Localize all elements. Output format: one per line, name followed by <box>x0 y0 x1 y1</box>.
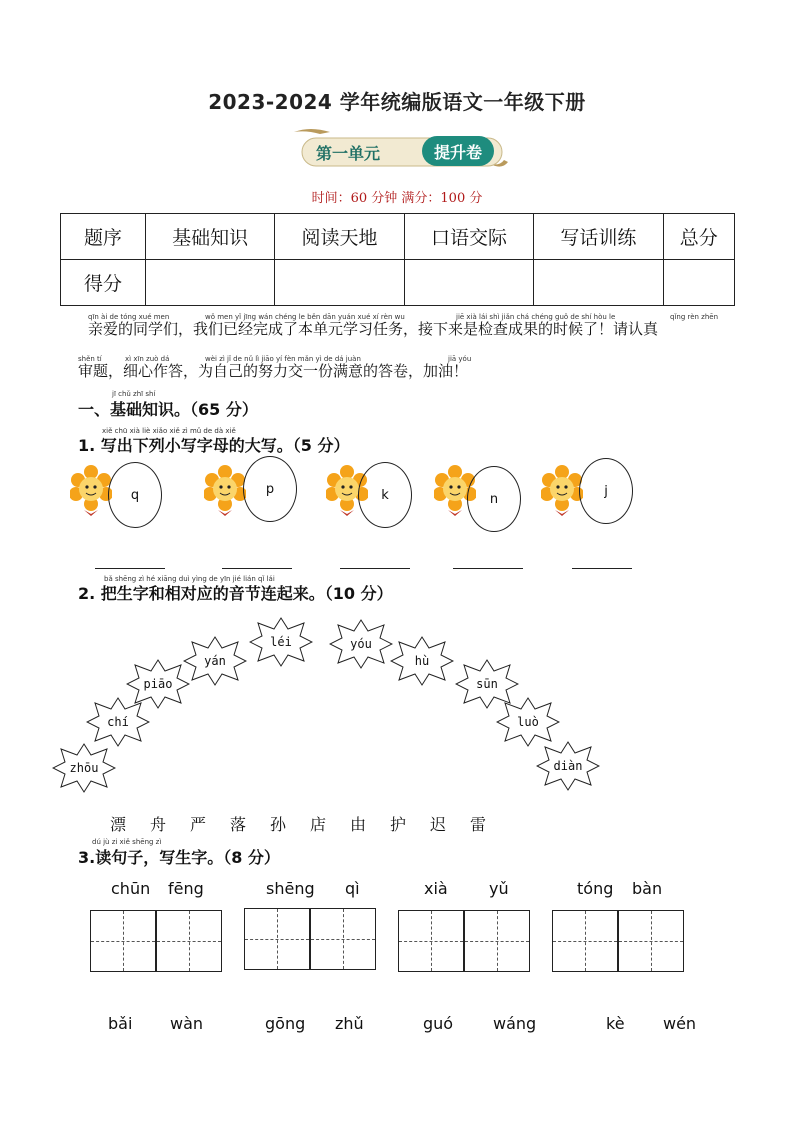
score-cell[interactable] <box>275 260 404 306</box>
writing-grid[interactable] <box>398 910 464 972</box>
writing-grid[interactable] <box>552 910 618 972</box>
score-cell[interactable] <box>145 260 274 306</box>
q1-heading: 1. 写出下列小写字母的大写。（5 分） <box>78 436 350 455</box>
pinyin-syllable: chūn <box>111 879 151 898</box>
sunflower-icon <box>204 464 246 518</box>
letter-circle: k <box>358 462 412 528</box>
writing-grid[interactable] <box>310 908 376 970</box>
time-limit-line: 时间：60 分钟 满分：100 分 <box>311 191 483 206</box>
score-table-score-row <box>61 260 735 306</box>
syllable-label: zhōu <box>69 761 99 775</box>
pinyin-syllable: kè <box>606 1014 625 1033</box>
intro-pinyin: wèi zì jǐ de nǔ lì jiāo yí fèn mǎn yì de dá juàn <box>205 355 361 363</box>
syllable-label: chí <box>107 715 129 729</box>
answer-line[interactable] <box>95 568 165 569</box>
pinyin-syllable: bǎi <box>108 1014 133 1033</box>
syllable-label: hù <box>414 654 430 668</box>
syllable-label: luò <box>517 715 539 729</box>
header-cell: 基础知识 <box>145 214 274 260</box>
section1-pinyin: jī chǔ zhī shí <box>112 390 156 398</box>
pinyin-syllable: fēng <box>168 879 204 898</box>
score-cell[interactable] <box>663 260 734 306</box>
syllable-label: piāo <box>143 677 173 691</box>
syllable-label: yóu <box>350 637 372 651</box>
banner-unit-label: 第一单元 <box>316 144 381 163</box>
intro-pinyin: xì xīn zuò dá <box>125 355 170 363</box>
character-item[interactable]: 由 <box>350 815 367 834</box>
unit-banner <box>290 124 510 174</box>
header-cell: 题序 <box>61 214 146 260</box>
character-item[interactable]: 舟 <box>150 815 167 834</box>
sunflower-icon <box>70 464 112 518</box>
header-cell: 口语交际 <box>404 214 533 260</box>
writing-grid[interactable] <box>156 910 222 972</box>
pinyin-syllable: guó <box>423 1014 454 1033</box>
score-table-header-row <box>61 214 735 260</box>
q1-pinyin: xiě chū xià liè xiǎo xiě zì mǔ de dà xiě <box>102 427 236 435</box>
intro-pinyin: shěn tí <box>78 355 102 363</box>
pinyin-syllable: wàn <box>170 1014 204 1033</box>
score-table <box>60 213 735 306</box>
page-title: 2023-2024 学年统编版语文一年级下册 <box>208 90 586 114</box>
score-cell[interactable] <box>534 260 663 306</box>
pinyin-syllable: yǔ <box>489 879 509 898</box>
letter-circle: q <box>108 462 162 528</box>
pinyin-syllable: bàn <box>632 879 663 898</box>
character-item[interactable]: 护 <box>390 815 407 834</box>
intro-pinyin: wǒ men yǐ jīng wán chéng le běn dān yuán xué xí rèn wu <box>205 313 405 321</box>
pinyin-syllable: zhǔ <box>335 1014 364 1033</box>
q3-heading: 3.读句子，写生字。（8 分） <box>78 848 280 867</box>
character-item[interactable]: 孙 <box>270 815 287 834</box>
header-cell: 总分 <box>663 214 734 260</box>
pinyin-syllable: gōng <box>265 1014 306 1033</box>
header-cell: 写话训练 <box>534 214 663 260</box>
sunflower-icon <box>541 464 583 518</box>
syllable-star[interactable] <box>183 636 247 686</box>
syllable-star[interactable] <box>329 619 393 669</box>
syllable-star[interactable] <box>52 743 116 793</box>
writing-grid[interactable] <box>90 910 156 972</box>
intro-pinyin: jiē xià lái shì jiǎn chá chéng guǒ de shí hòu le <box>456 313 616 321</box>
character-item[interactable]: 雷 <box>470 815 487 834</box>
syllable-star[interactable] <box>126 659 190 709</box>
letter-circle: j <box>579 458 633 524</box>
writing-grid[interactable] <box>464 910 530 972</box>
intro-pinyin: jiā yóu <box>448 355 472 363</box>
character-item[interactable]: 漂 <box>110 815 127 834</box>
syllable-label: sūn <box>476 677 498 691</box>
writing-grid[interactable] <box>618 910 684 972</box>
syllable-star[interactable] <box>390 636 454 686</box>
pinyin-syllable: shēng <box>266 879 315 898</box>
pinyin-syllable: qì <box>345 879 360 898</box>
intro-text-line1: 亲爱的同学们，我们已经完成了本单元学习任务，接下来是检查成果的时候了！请认真 <box>88 320 659 338</box>
syllable-star[interactable] <box>536 741 600 791</box>
syllable-label: diàn <box>553 759 583 773</box>
character-row <box>110 812 510 835</box>
letter-circle: n <box>467 466 521 532</box>
character-item[interactable]: 店 <box>310 815 327 834</box>
syllable-label: yán <box>204 654 226 668</box>
letter-circle: p <box>243 456 297 522</box>
row-label: 得分 <box>61 260 146 306</box>
score-cell[interactable] <box>404 260 533 306</box>
banner-tag: 提升卷 <box>422 136 494 166</box>
header-cell: 阅读天地 <box>275 214 404 260</box>
q3-pinyin: dú jù zi xiě shēng zì <box>92 838 162 846</box>
answer-line[interactable] <box>572 568 632 569</box>
intro-pinyin: qǐng rèn zhēn <box>670 313 719 321</box>
character-item[interactable]: 落 <box>230 815 247 834</box>
pinyin-syllable: tóng <box>577 879 614 898</box>
answer-line[interactable] <box>340 568 410 569</box>
syllable-label: léi <box>270 635 292 649</box>
syllable-star[interactable] <box>249 617 313 667</box>
syllable-star[interactable] <box>496 697 560 747</box>
writing-grid[interactable] <box>244 908 310 970</box>
q2-heading: 2. 把生字和相对应的音节连起来。（10 分） <box>78 584 393 603</box>
answer-line[interactable] <box>453 568 523 569</box>
pinyin-syllable: wén <box>663 1014 697 1033</box>
q2-pinyin: bǎ shēng zì hé xiāng duì yìng de yīn jié lián qǐ lái <box>104 575 275 583</box>
character-item[interactable]: 严 <box>190 815 207 834</box>
pinyin-syllable: wáng <box>493 1014 537 1033</box>
answer-line[interactable] <box>222 568 292 569</box>
intro-text-line2: 审题，细心作答，为自己的努力交一份满意的答卷，加油！ <box>78 362 469 380</box>
intro-pinyin: qīn ài de tóng xué men <box>88 313 170 321</box>
pinyin-syllable: xià <box>424 879 448 898</box>
section1-heading: 一、基础知识。（65 分） <box>78 400 258 419</box>
character-item[interactable]: 迟 <box>430 815 447 834</box>
